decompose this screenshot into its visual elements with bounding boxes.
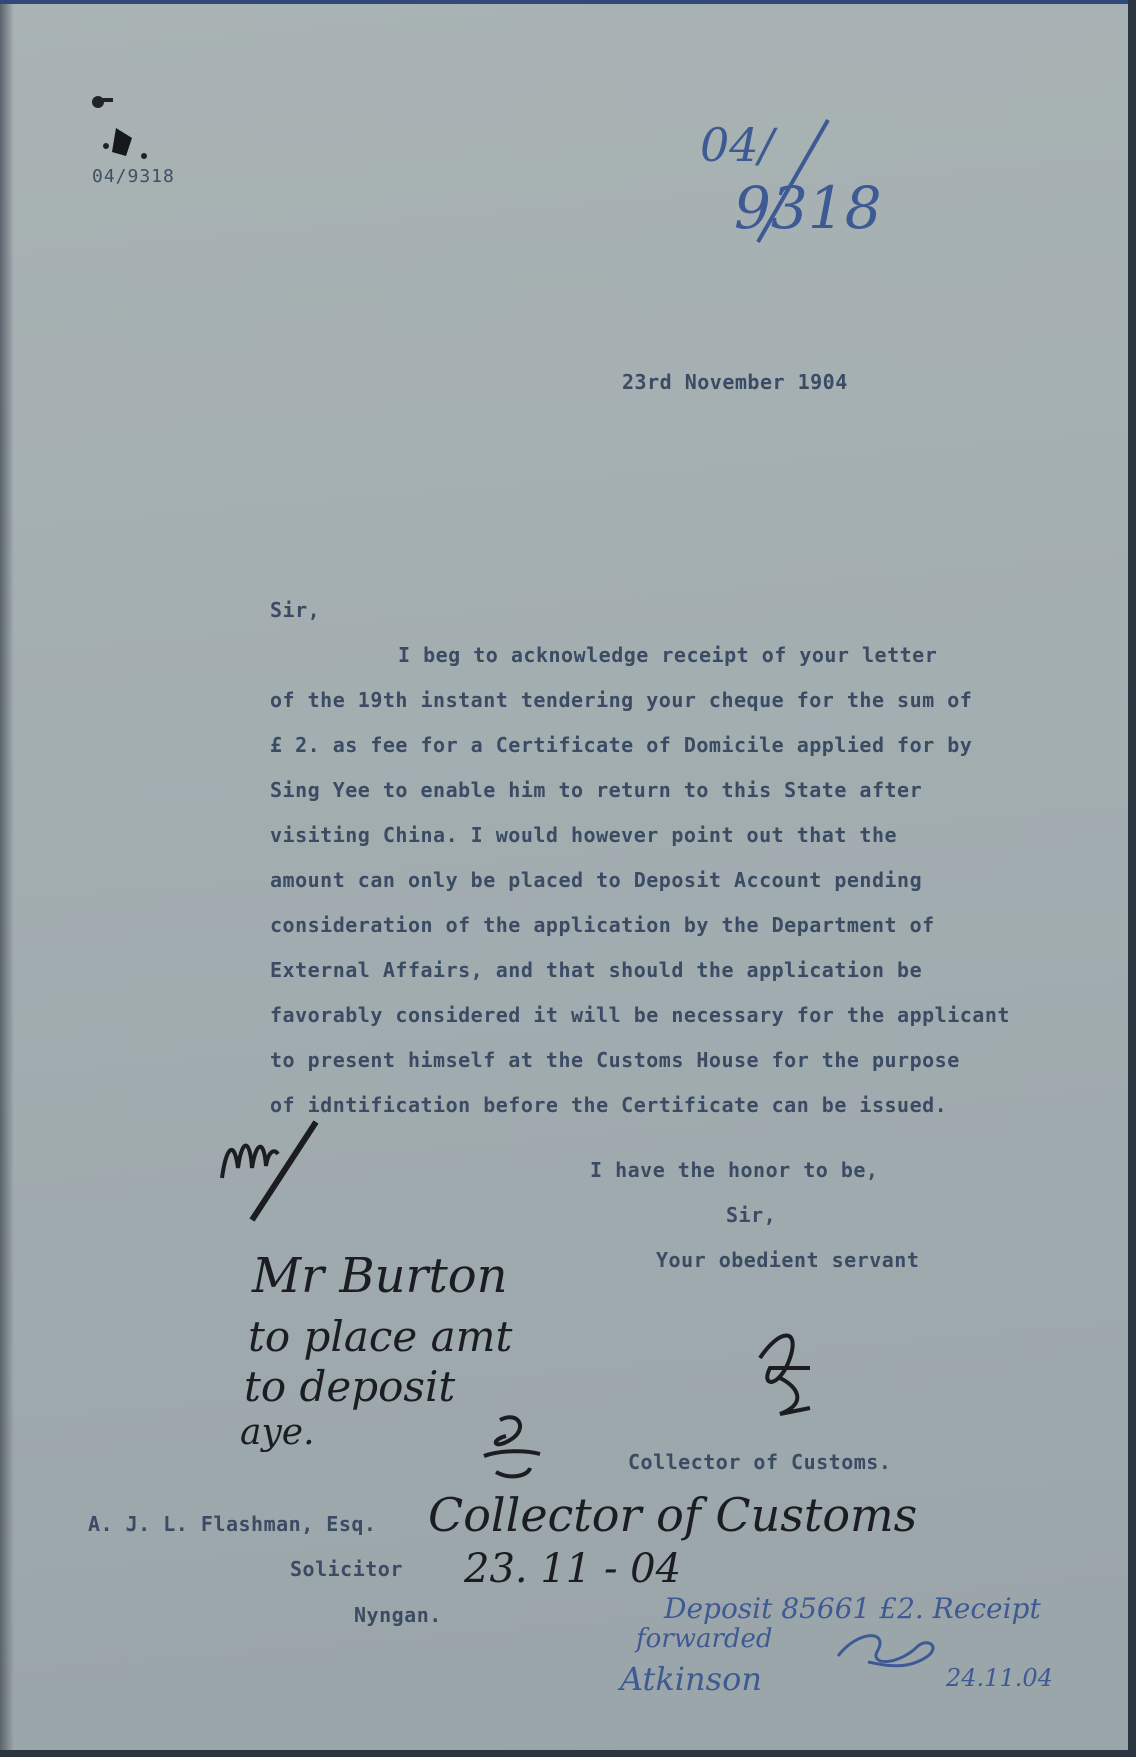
- deposit-initial-mark: [828, 1626, 948, 1676]
- handwritten-file-number: [700, 112, 880, 262]
- minute-line: aye.: [240, 1412, 315, 1453]
- closing-line: I have the honor to be,: [590, 1158, 879, 1182]
- collector-handwritten-date: 23. 11 - 04: [464, 1546, 682, 1592]
- minute-line: Mr Burton: [252, 1248, 508, 1304]
- minute-line: to place amt: [248, 1312, 513, 1361]
- minute-initial-mark: [470, 1410, 550, 1490]
- recipient-place: Nyngan.: [354, 1603, 442, 1627]
- deposit-note-date: 24.11.04: [946, 1664, 1053, 1692]
- body-line: of the 19th instant tendering your cheque for the sum of: [270, 688, 973, 712]
- closing-servant: Your obedient servant: [656, 1248, 920, 1272]
- top-edge-strip: [0, 0, 1128, 4]
- ink-blot-mark: [76, 86, 156, 166]
- file-number-top: 04/: [700, 118, 775, 172]
- deposit-note-forwarded: forwarded: [636, 1624, 773, 1654]
- body-line: External Affairs, and that should the application be: [270, 958, 923, 982]
- collector-initial-mark: [740, 1318, 830, 1428]
- file-number-bottom: 9318: [734, 174, 882, 242]
- closing-sir: Sir,: [726, 1203, 777, 1227]
- body-line: Sing Yee to enable him to return to this State after: [270, 778, 923, 802]
- deposit-note-signature: Atkinson: [620, 1660, 762, 1698]
- file-reference-stamp: 04/9318: [92, 166, 175, 187]
- collector-handwritten-note: Collector of Customs: [428, 1488, 918, 1542]
- deposit-note-line: Deposit 85661 £2. Receipt: [664, 1592, 1041, 1625]
- salutation: Sir,: [270, 598, 321, 622]
- body-line: to present himself at the Customs House for the purpose: [270, 1048, 960, 1072]
- body-line: favorably considered it will be necessary for the applicant: [270, 1003, 1010, 1027]
- body-line: I beg to acknowledge receipt of your letter: [398, 643, 938, 667]
- body-line: amount can only be placed to Deposit Account pending: [270, 868, 923, 892]
- signatory-title: Collector of Customs.: [628, 1450, 892, 1474]
- recipient-name: A. J. L. Flashman, Esq.: [88, 1512, 377, 1536]
- body-line: of idntification before the Certificate can be issued.: [270, 1093, 948, 1117]
- body-line: consideration of the application by the Department of: [270, 913, 935, 937]
- body-line: visiting China. I would however point out that the: [270, 823, 898, 847]
- handwritten-initial-mark: [212, 1108, 322, 1228]
- letter-date: 23rd November 1904: [622, 370, 848, 394]
- minute-line: to deposit: [244, 1362, 456, 1411]
- recipient-role: Solicitor: [290, 1557, 403, 1581]
- page-edge-shadow: [0, 0, 14, 1750]
- body-line: £ 2. as fee for a Certificate of Domicile applied for by: [270, 733, 973, 757]
